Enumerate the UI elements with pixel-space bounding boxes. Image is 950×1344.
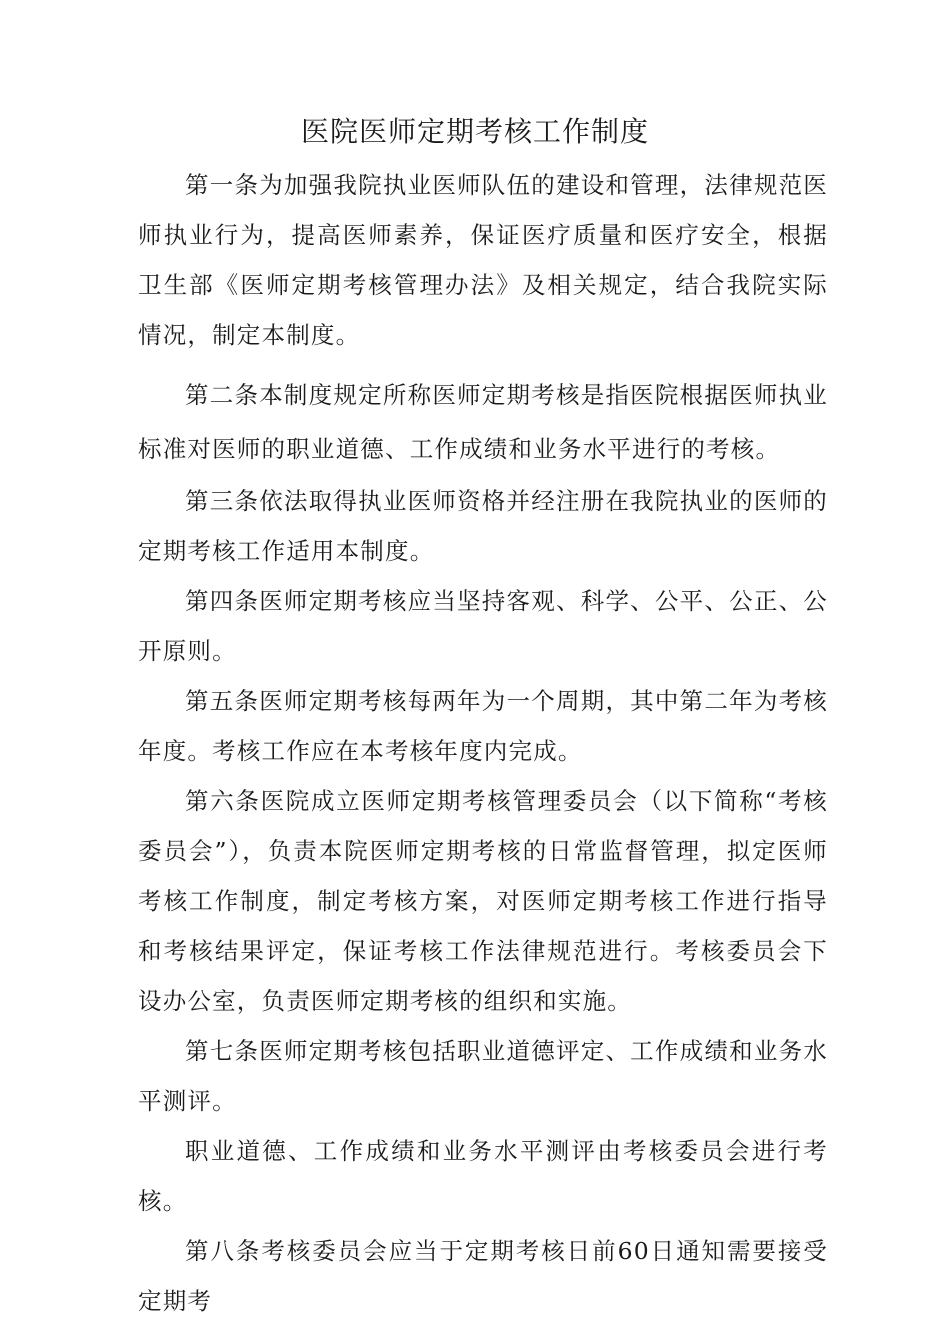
article-1: 第一条为加强我院执业医师队伍的建设和管理，法律规范医师执业行为，提高医师素养，保证医疗质量和医疗安全，根据卫生部《医师定期考核管理办法》及相关规定，结合我院实际情况，制定本制度。	[138, 171, 828, 349]
article-8: 第八条考核委员会应当于定期考核日前60日通知需要接受定期考	[138, 1237, 828, 1315]
article-2: 第二条本制度规定所称医师定期考核是指医院根据医师执业标准对医师的职业道德、工作成绩和业务水平进行的考核。	[138, 381, 828, 463]
article-7-note: 职业道德、工作成绩和业务水平测评由考核委员会进行考核。	[138, 1137, 828, 1215]
article-3: 第三条依法取得执业医师资格并经注册在我院执业的医师的定期考核工作适用本制度。	[138, 487, 828, 565]
document-title: 医院医师定期考核工作制度	[300, 115, 649, 148]
article-4: 第四条医师定期考核应当坚持客观、科学、公平、公正、公开原则。	[138, 587, 828, 665]
document-body	[138, 160, 828, 1326]
article-5: 第五条医师定期考核每两年为一个周期，其中第二年为考核年度。考核工作应在本考核年度内完成。	[138, 687, 828, 765]
article-7: 第七条医师定期考核包括职业道德评定、工作成绩和业务水平测评。	[138, 1037, 828, 1115]
article-6: 第六条医院成立医师定期考核管理委员会（以下简称“考核委员会”），负责本院医师定期考核的日常监督管理，拟定医师考核工作制度，制定考核方案，对医师定期考核工作进行指导和考核结果评定，保证考核工作法律规范进行。考核委员会下设办公室，负责医师定期考核的组织和实施。	[138, 787, 828, 1015]
